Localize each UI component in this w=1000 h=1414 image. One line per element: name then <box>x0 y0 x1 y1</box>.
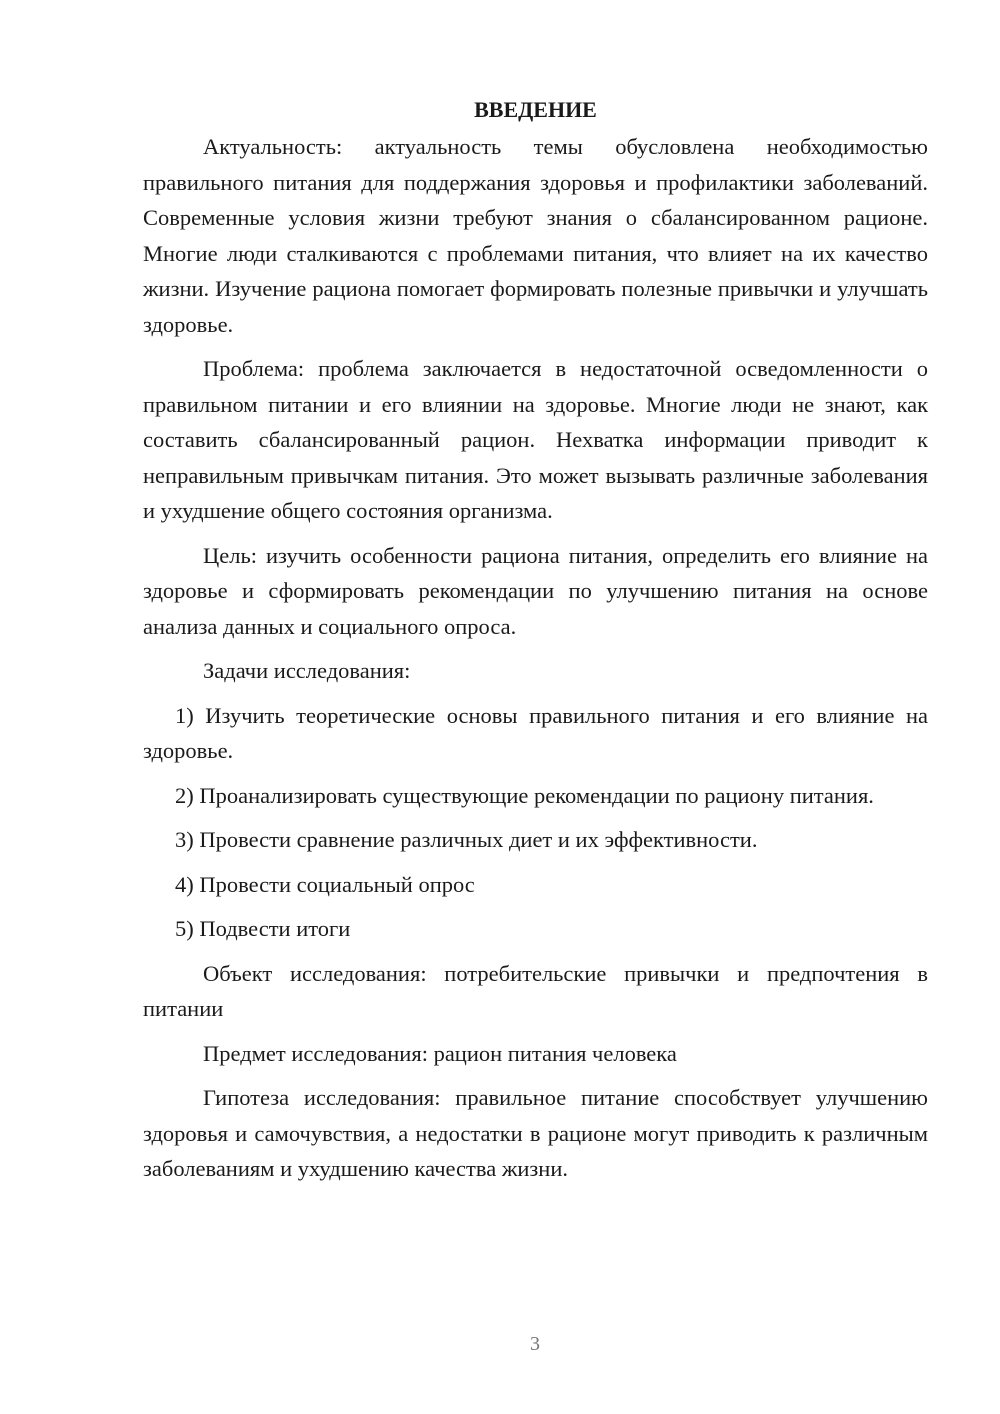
task-item: 2) Проанализировать существующие рекомендации по рациону питания. <box>175 782 874 808</box>
object-paragraph: Объект исследования: потребительские привычки и предпочтения в питании <box>143 960 928 1021</box>
task-item: 3) Провести сравнение различных диет и их эффективности. <box>175 827 758 852</box>
task-item: 5) Подвести итоги <box>175 916 351 941</box>
page-number: 3 <box>530 1333 540 1355</box>
relevance-paragraph: Актуальность: актуальность темы обусловлена необходимостью правильного питания для поддержания здоровья и профилактики заболеваний. Современные условия жизни требуют знания о сбалансированном рационе. Многие люди сталкиваются с проблемами питания, что влияет на их качество жизни. Изучение рациона помогает формировать полезные привычки и улучшать здоровье. <box>143 134 928 337</box>
goal-paragraph: Цель: изучить особенности рациона питания, определить его влияние на здоровье и сформировать рекомендации по улучшению питания на основе анализа данных и социального опроса. <box>143 542 928 639</box>
task-item: 1) Изучить теоретические основы правильного питания и его влияние на здоровье. <box>143 702 928 763</box>
tasks-list <box>143 698 928 947</box>
tasks-heading: Задачи исследования: <box>203 658 411 683</box>
subject-paragraph: Предмет исследования: рацион питания человека <box>203 1040 677 1066</box>
document-page <box>143 92 928 1196</box>
problem-paragraph: Проблема: проблема заключается в недостаточной осведомленности о правильном питании и его влиянии на здоровье. Многие люди не знают, как составить сбалансированный рацион. Нехватка информации приводит к неправильным привычкам питания. Это может вызывать различные заболевания и ухудшение общего состояния организма. <box>143 356 928 523</box>
hypothesis-paragraph: Гипотеза исследования: правильное питание способствует улучшению здоровья и самочувствия, а недостатки в рационе могут приводить к различным заболеваниям и ухудшению качества жизни. <box>143 1085 928 1181</box>
task-item: 4) Провести социальный опрос <box>175 871 475 897</box>
page-title: ВВЕДЕНИЕ <box>474 97 597 122</box>
